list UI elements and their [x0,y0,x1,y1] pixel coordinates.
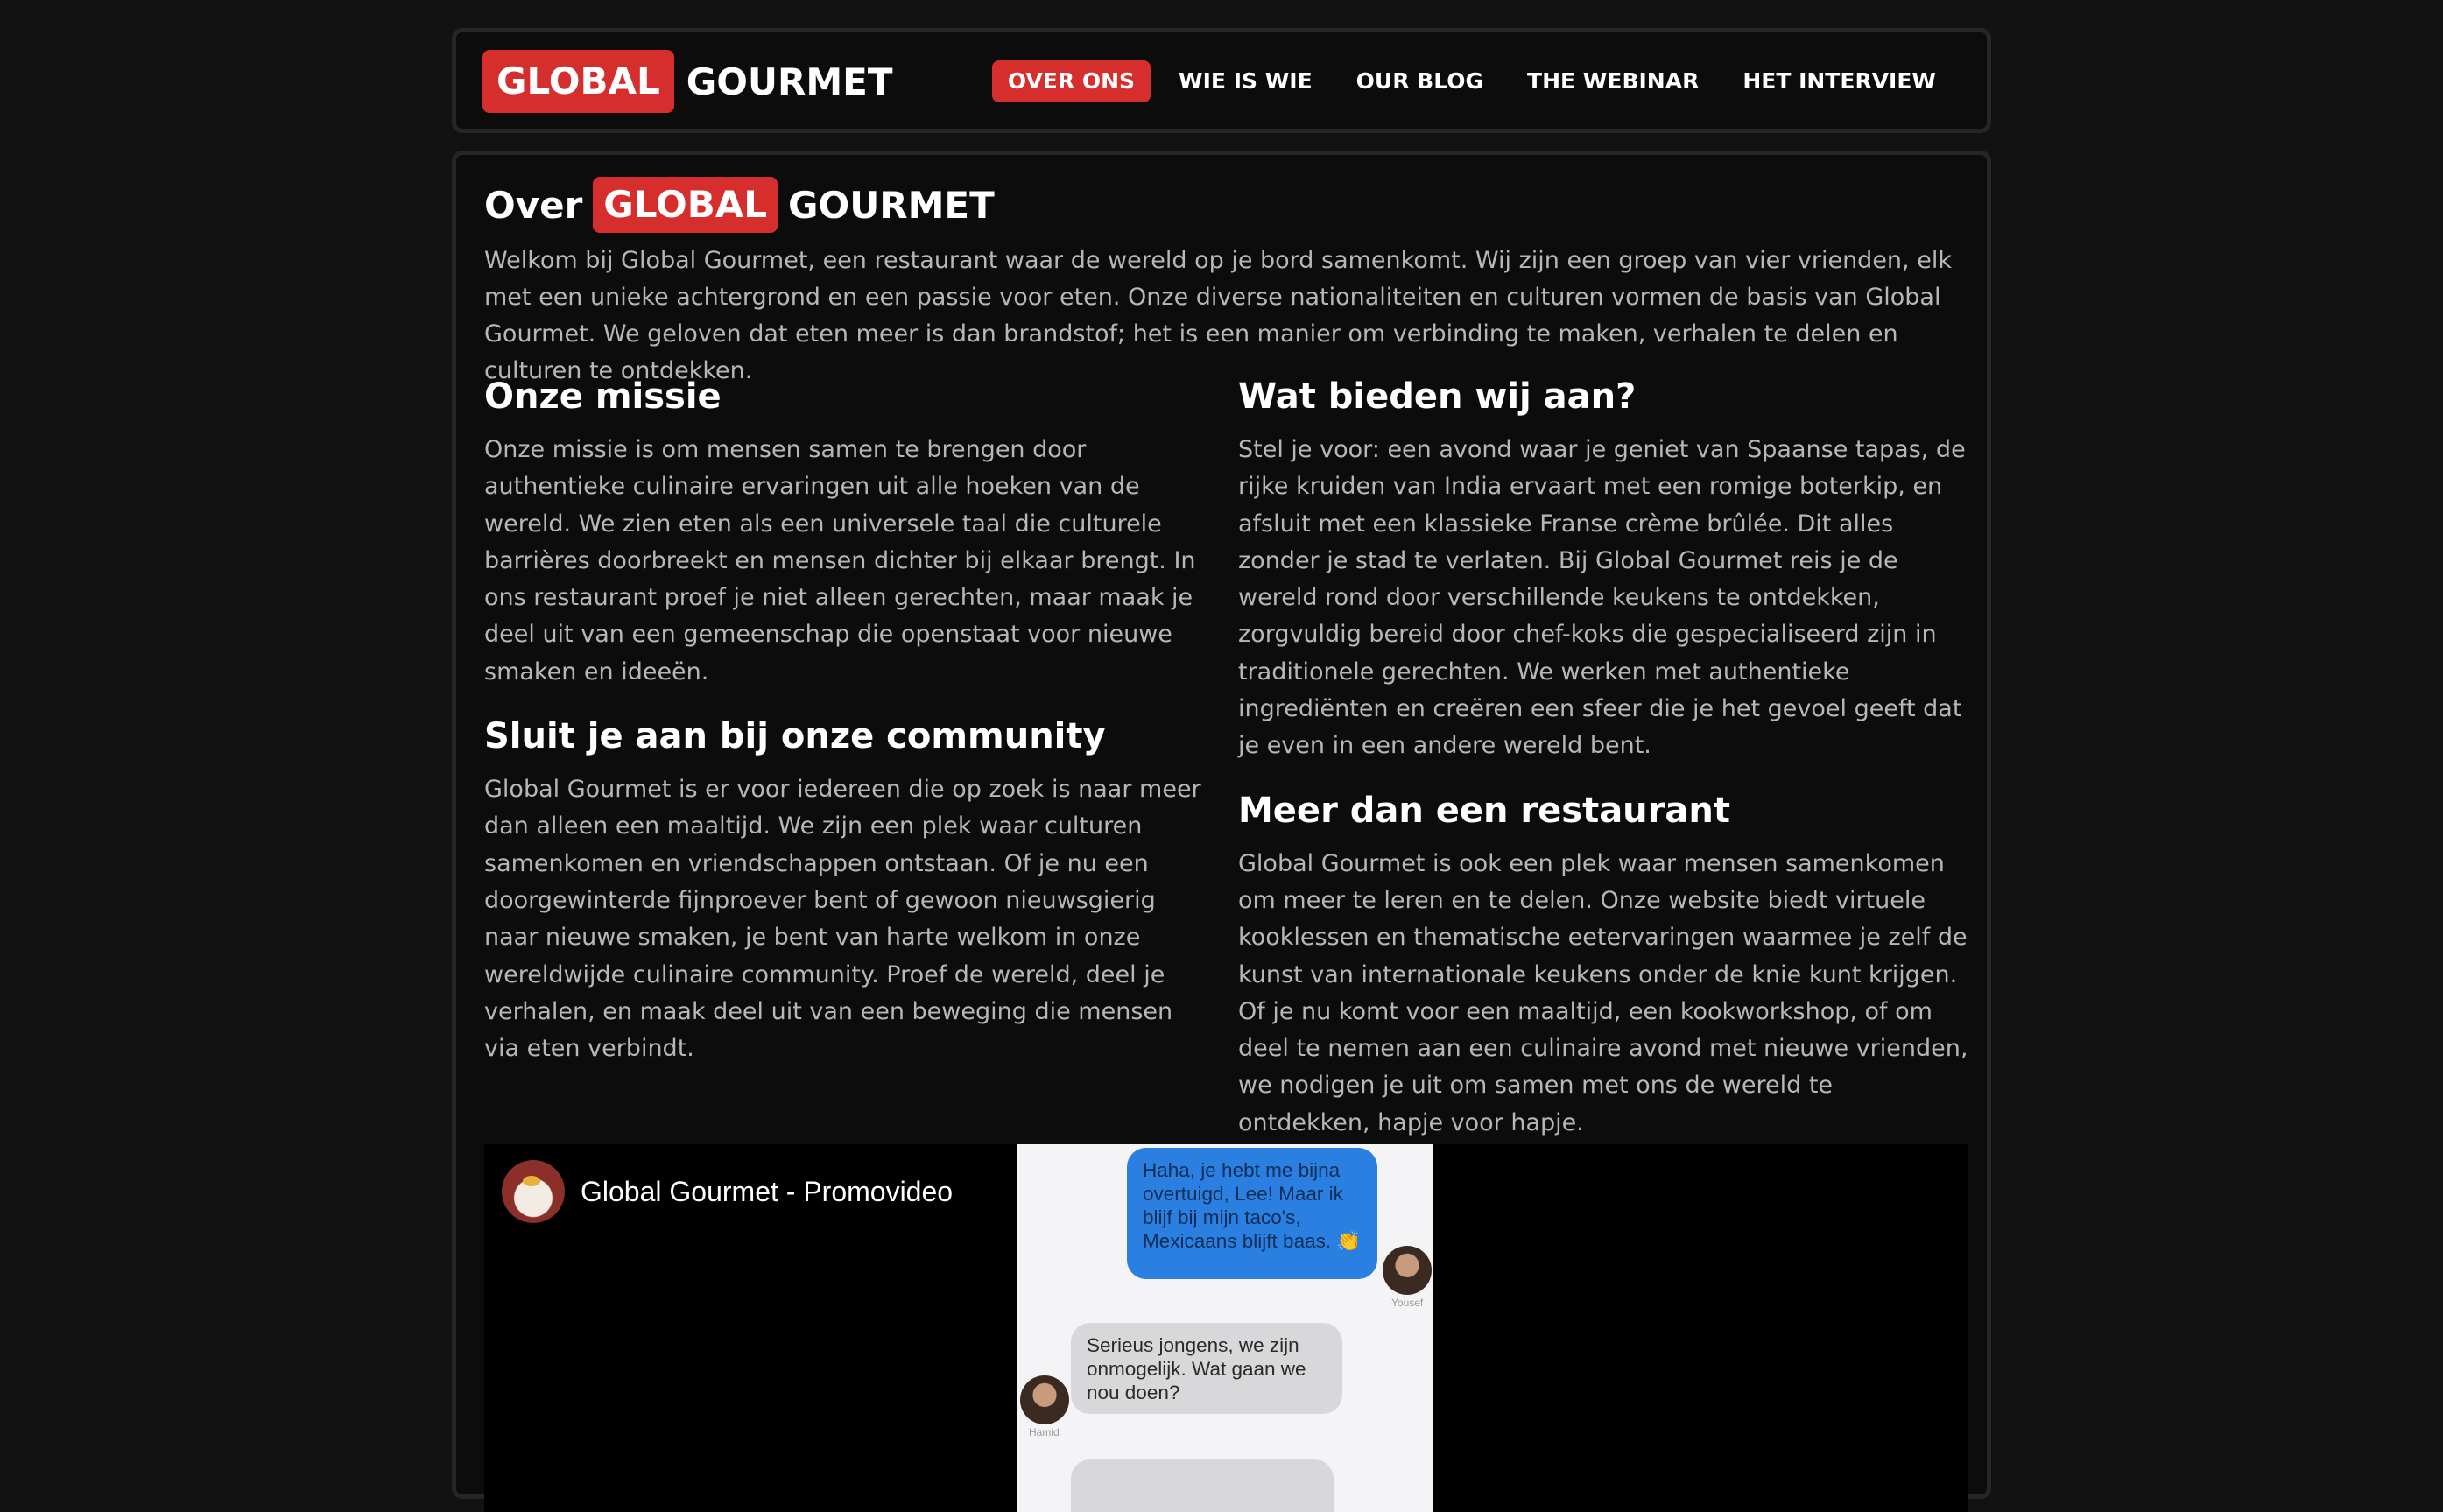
logo[interactable] [482,50,893,113]
left-column [484,374,1213,1067]
chat-bubble-grey: Serieus jongens, we zijn onmogelijk. Wat gaan we nou doen? [1071,1323,1342,1414]
video-frame[interactable] [1017,1144,1433,1512]
chat-avatar-yousef [1383,1246,1432,1295]
section-heading: Sluit je aan bij onze community [484,716,1106,757]
section-mission [484,374,1213,691]
nav-wie-is-wie[interactable]: WIE IS WIE [1179,68,1313,94]
chat-avatar-hamid [1020,1375,1069,1424]
chat-bubble-blue: Haha, je hebt me bijna overtuigd, Lee! Maar ik blijf bij mijn taco's, Mexicaans blijft baas. 👏 [1127,1148,1377,1279]
logo-text: GOURMET [686,60,893,103]
title-suffix: GOURMET [788,183,995,227]
section-offer [1238,374,1972,765]
video-title[interactable]: Global Gourmet - Promovideo [581,1175,954,1207]
main-nav [992,60,1952,102]
section-heading: Wat bieden wij aan? [1238,376,1637,417]
section-heading: Meer dan een restaurant [1238,790,1730,831]
section-community [484,714,1213,1067]
promo-video-player[interactable] [484,1144,1968,1512]
intro-text: Welkom bij Global Gourmet, een restaurant waar de wereld op je bord samenkomt. Wij zijn een groep van vier vrienden, elk met een unieke achtergrond en een passie voor eten. Onze diverse nationaliteiten en culturen vormen de basis van Global Gourmet. We geloven dat eten meer is dan brandstof; het is een manier om verbinding te maken, verhalen te delen en culturen te ontdekken. [484,247,1952,384]
nav-the-webinar[interactable]: THE WEBINAR [1527,68,1700,94]
logo-badge: GLOBAL [482,50,674,113]
section-body: Global Gourmet is er voor iedereen die op zoek is naar meer dan alleen een maaltijd. We zijn een plek waar culturen samenkomen en vriendschappen ontstaan. Of je nu een doorgewinterde fijnproever bent of gewoon nieuwsgierig naar nieuwe smaken, je bent van harte welkom in onze wereldwijde culinaire community. Proef de wereld, deel je verhalen, en maak deel uit van een beweging die mensen via eten verbindt. [484,776,1201,1063]
chat-name-label: Yousef [1391,1297,1424,1309]
site-header [452,28,1991,133]
channel-avatar[interactable] [502,1160,565,1223]
main-card [452,151,1991,1499]
page-title [484,176,995,234]
title-badge: GLOBAL [593,177,778,233]
nav-our-blog[interactable]: OUR BLOG [1355,68,1484,94]
section-body: Global Gourmet is ook een plek waar mensen samenkomen om meer te leren en te delen. Onze website biedt virtuele kooklessen en thematische eetervaringen waarmee je zelf de kunst van internationale keukens onder de knie kunt krijgen. Of je nu komt voor een maaltijd, een kookworkshop, of om deel te nemen aan een culinaire avond met nieuwe vrienden, we nodigen je uit om samen met ons de wereld te ontdekken, hapje voor hapje. [1238,849,1968,1136]
section-heading: Onze missie [484,376,722,417]
chat-bubble-partial [1071,1459,1334,1512]
section-body: Stel je voor: een avond waar je geniet van Spaanse tapas, de rijke kruiden van India ervaart met een romige boterkip, en afsluit met een klassieke Franse crème brûlée. Dit alles zonder je stad te verlaten. Bij Global Gourmet reis je de wereld rond door verschillende keukens te ontdekken, zorgvuldig bereid door chef-koks die gespecialiseerd zijn in traditionele gerechten. We werken met authentieke ingrediënten en creëren een sfeer die je het gevoel geeft dat je even in een andere wereld bent. [1238,436,1966,760]
title-prefix: Over [484,183,583,227]
nav-het-interview[interactable]: HET INTERVIEW [1742,68,1936,94]
video-header [502,1160,953,1223]
chat-name-label: Hamid [1029,1426,1060,1438]
right-column [1238,374,1972,1142]
section-more [1238,788,1972,1142]
section-body: Onze missie is om mensen samen te brengen door authentieke culinaire ervaringen uit alle hoeken van de wereld. We zien eten als een universele taal die culturele barrières doorbreekt en mensen dichter bij elkaar brengt. In ons restaurant proef je niet alleen gerechten, maar maak je deel uit van een gemeenschap die openstaat voor nieuwe smaken en ideeën. [484,436,1196,686]
nav-over-ons[interactable]: OVER ONS [992,60,1151,102]
